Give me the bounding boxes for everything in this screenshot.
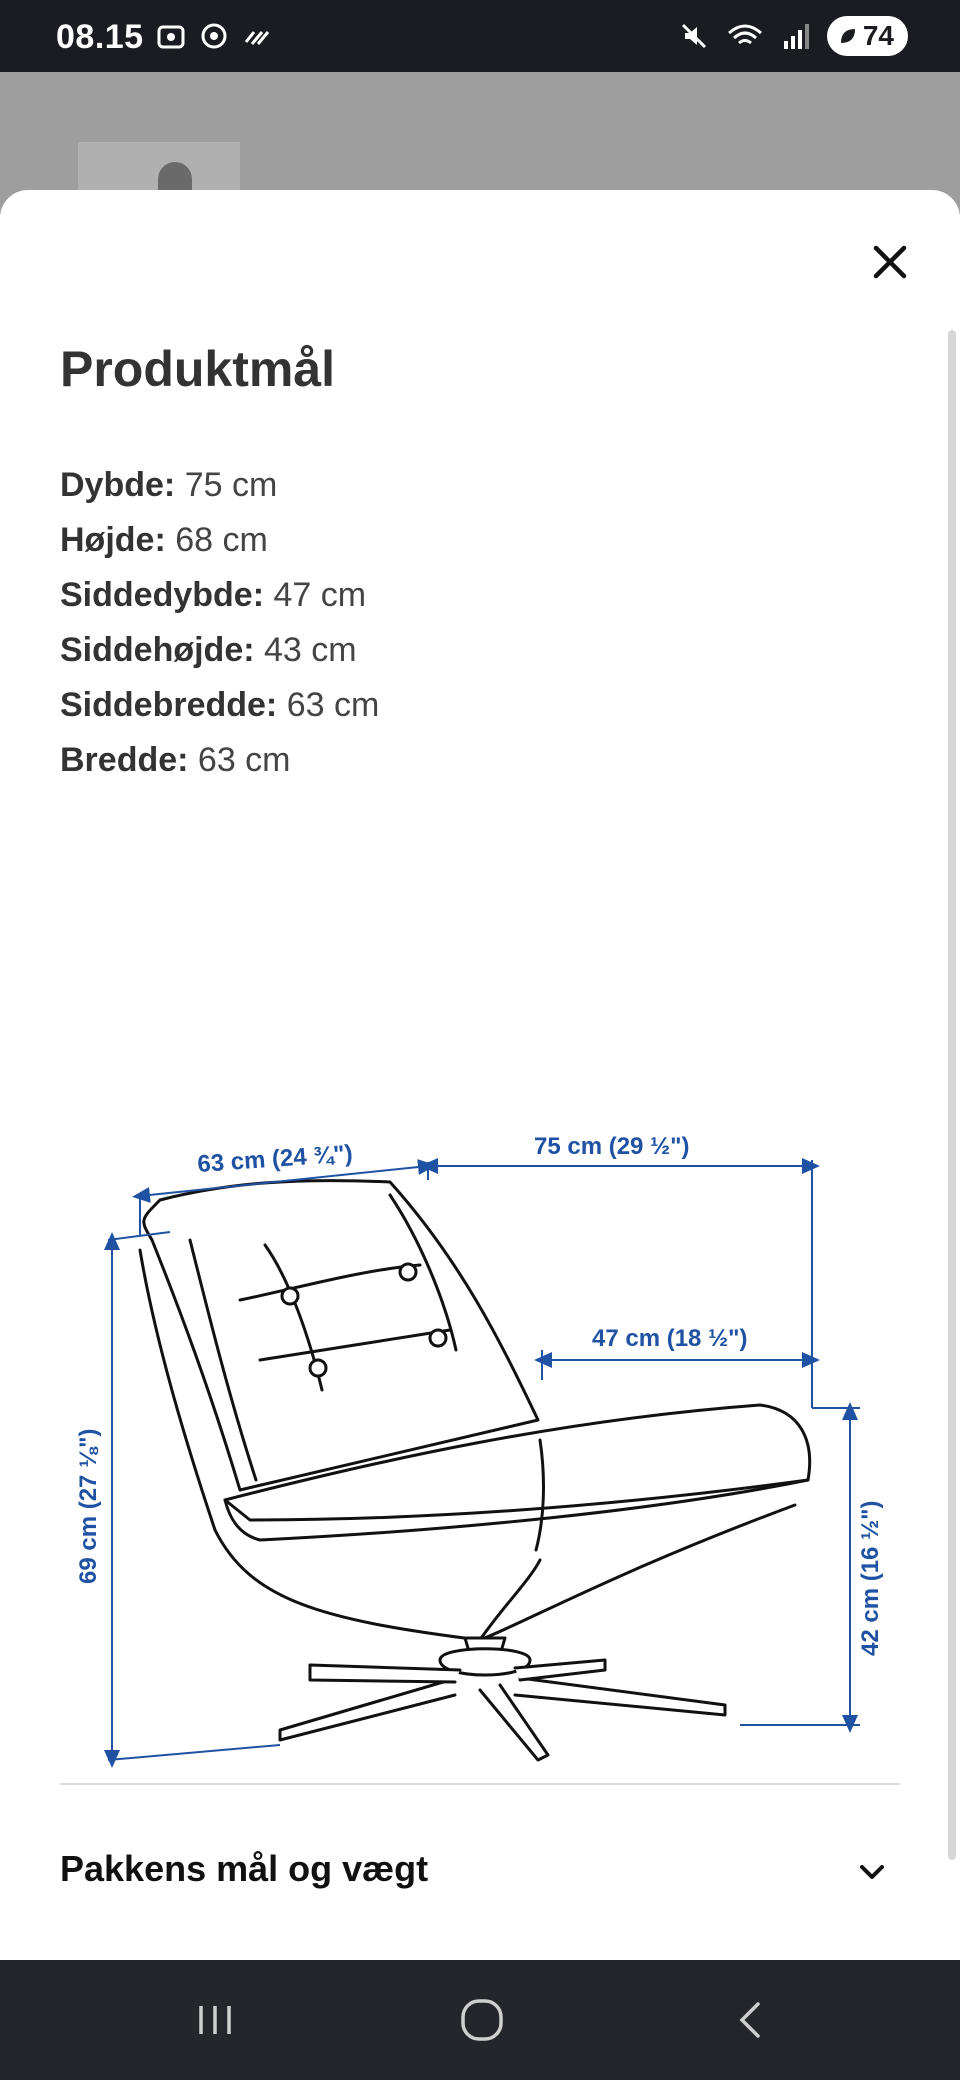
chair-dimension-diagram xyxy=(60,920,900,1780)
chair-illustration xyxy=(140,1181,810,1760)
dimension-row xyxy=(60,513,379,568)
mute-icon xyxy=(679,21,709,51)
dimension-label: Højde: xyxy=(60,521,166,559)
battery-saver-icon xyxy=(837,25,859,47)
dimension-list xyxy=(60,458,379,788)
scrollbar[interactable] xyxy=(948,330,956,1860)
battery-level: 74 xyxy=(862,20,894,51)
navigation-bar xyxy=(0,1960,960,2080)
dimension-row xyxy=(60,678,379,733)
diagram-depth-label: 75 cm (29 ½") xyxy=(534,1133,690,1160)
close-button[interactable] xyxy=(866,238,914,286)
chevron-down-icon xyxy=(854,1854,890,1890)
dimension-label: Siddedybde: xyxy=(60,576,265,614)
close-icon xyxy=(866,238,914,286)
accordion-title: Pakkens mål og vægt xyxy=(60,1848,429,1889)
back-icon xyxy=(730,1998,774,2042)
diagram-height-label: 69 cm (27 ⅛") xyxy=(75,1428,102,1584)
dimension-value: 75 cm xyxy=(184,466,278,504)
dimension-value: 63 cm xyxy=(286,686,380,724)
status-bar xyxy=(0,0,960,72)
diagram-width-label: 63 cm (24 ¾") xyxy=(196,1140,354,1178)
dimension-value: 63 cm xyxy=(197,741,291,779)
sync-icon xyxy=(242,22,272,50)
signal-icon xyxy=(781,21,811,51)
page-title: Produktmål xyxy=(60,341,336,397)
divider xyxy=(60,1783,900,1785)
wifi-icon xyxy=(725,21,765,51)
home-icon xyxy=(458,1996,506,2044)
dimension-row xyxy=(60,458,379,513)
back-button[interactable] xyxy=(712,1990,792,2050)
dimension-label: Siddehøjde: xyxy=(60,631,255,669)
package-dimensions-accordion[interactable] xyxy=(60,1830,900,1930)
chrome-icon xyxy=(200,22,228,50)
dimension-row xyxy=(60,568,379,623)
dimension-label: Siddebredde: xyxy=(60,686,278,724)
dimensions-sheet xyxy=(0,190,960,1960)
dimension-value: 47 cm xyxy=(273,576,367,614)
dimension-row xyxy=(60,733,379,788)
dimension-value: 43 cm xyxy=(264,631,357,669)
recents-icon xyxy=(193,1998,237,2042)
dimension-label: Dybde: xyxy=(60,466,176,504)
screenshot-icon xyxy=(156,22,186,52)
diagram-seat-depth-label: 47 cm (18 ½") xyxy=(592,1325,748,1352)
dimension-label: Bredde: xyxy=(60,741,189,779)
battery-indicator xyxy=(827,16,908,56)
status-time: 08.15 xyxy=(56,18,144,56)
home-button[interactable] xyxy=(442,1990,522,2050)
recents-button[interactable] xyxy=(175,1990,255,2050)
diagram-seat-height-label: 42 cm (16 ½") xyxy=(857,1500,884,1656)
dimension-value: 68 cm xyxy=(175,521,268,559)
dimension-row xyxy=(60,623,379,678)
